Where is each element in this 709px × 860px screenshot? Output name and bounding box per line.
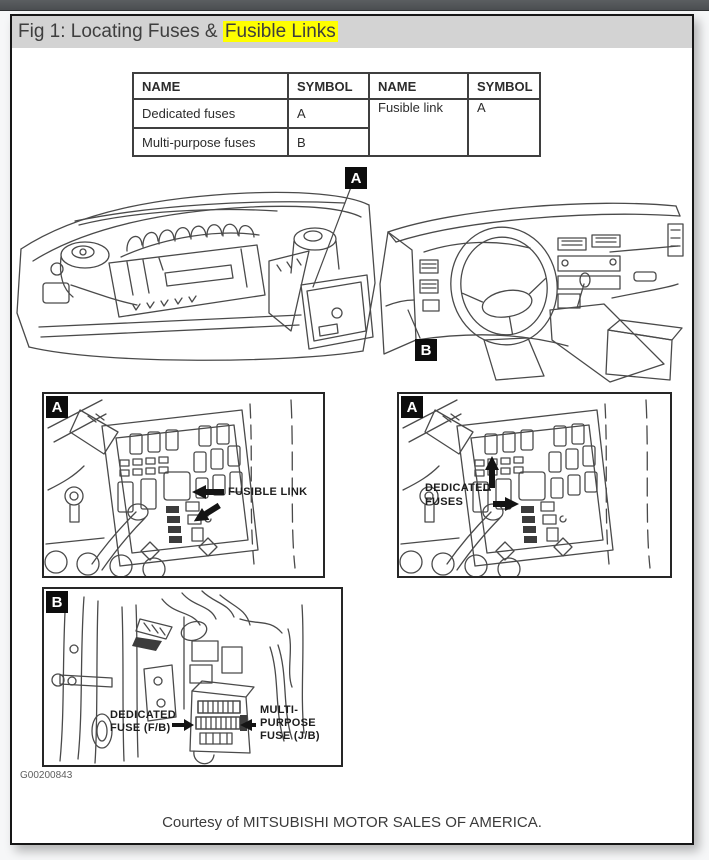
detail-view-a-fusible-link [42,392,325,578]
fusible-link-callout: FUSIBLE LINK [228,486,308,498]
col-header-name-2: NAME [369,73,468,99]
figure-panel [10,14,694,845]
figure-title-bar [12,16,692,48]
cell-dedicated-fuses: Dedicated fuses [133,99,288,128]
cell-symbol-b: B [288,128,369,156]
view-label-a: A [345,167,367,189]
view-label-b: B [415,339,437,361]
cell-fusible-link: Fusible link [369,99,468,156]
detail-label-a: A [46,396,68,418]
window-top-bar [0,0,709,11]
dedicated-fuse-fb-callout-line2: FUSE (F/B) [110,722,171,734]
dedicated-fuse-fb-callout-line1: DEDICATED [110,709,177,721]
detail-view-a-dedicated-fuses [397,392,672,578]
cell-symbol-a2: A [468,99,540,156]
multi-purpose-callout-line2: PURPOSE [260,717,316,729]
col-header-name-1: NAME [133,73,288,99]
engine-bay-drawing [15,165,380,383]
figure-title [18,21,338,43]
detail-label-a: A [401,396,423,418]
table-row [133,99,540,128]
courtesy-line: Courtesy of MITSUBISHI MOTOR SALES OF AMERICA. [162,814,542,831]
callout-arrows [190,485,224,527]
figure-title-text: Fig 1: Locating Fuses & [18,21,223,42]
col-header-symbol-2: SYMBOL [468,73,540,99]
dedicated-fuses-callout-line1: DEDICATED [425,482,492,494]
dedicated-fuses-callout-line2: FUSES [425,496,464,508]
detail-label-b: B [46,591,68,613]
dashboard-view [372,188,692,388]
legend-table [132,72,541,157]
multi-purpose-callout-line1: MULTI- [260,704,299,716]
multi-purpose-callout-line3: FUSE (J/B) [260,730,320,742]
search-highlight: Fusible Links [224,21,336,42]
figure-id: G00200843 [20,770,73,781]
cell-symbol-a: A [288,99,369,128]
legend-header-row [133,73,540,99]
fuse-box-drawing [44,394,323,576]
col-header-symbol-1: SYMBOL [288,73,369,99]
engine-bay-view [15,165,380,383]
cell-multi-purpose-fuses: Multi-purpose fuses [133,128,288,156]
detail-view-b-interior [42,587,343,767]
